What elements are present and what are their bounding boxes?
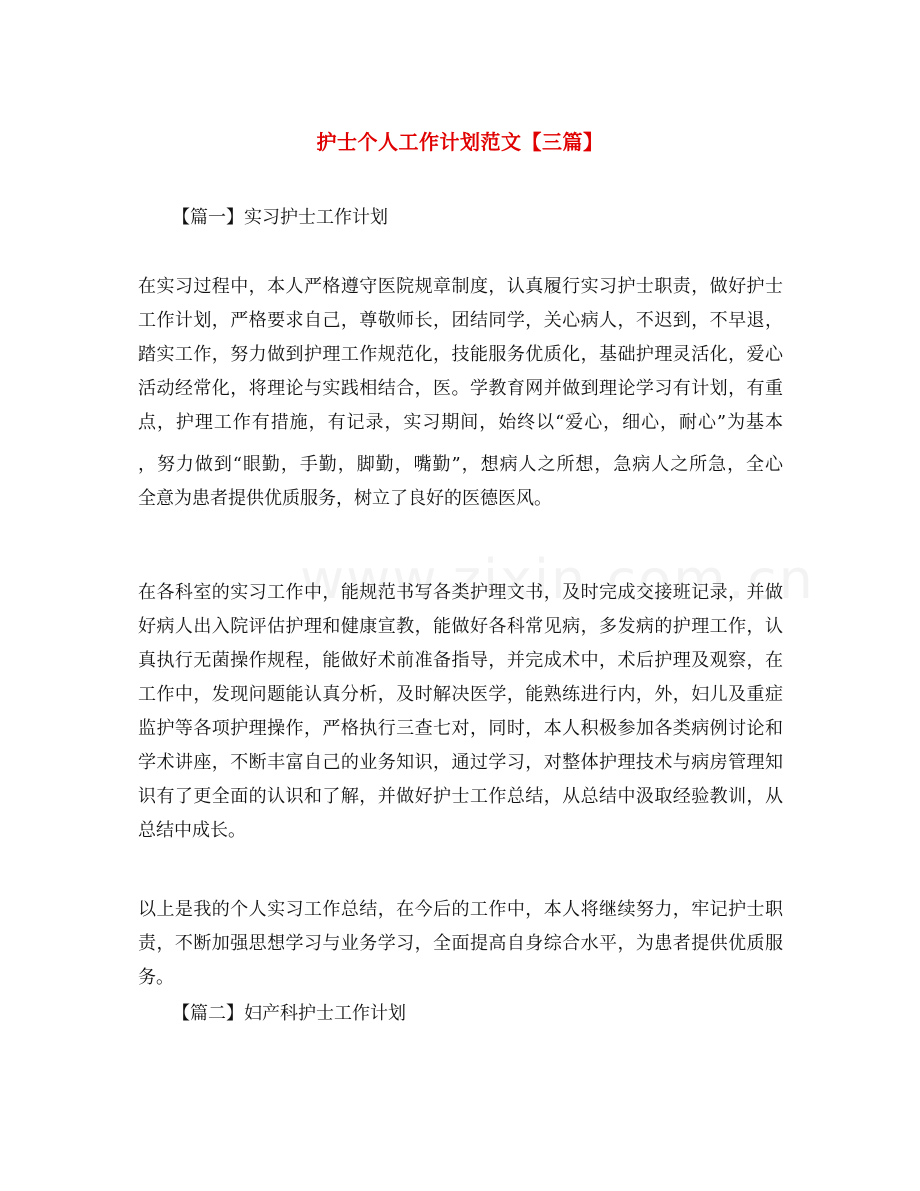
- paragraph-line: 全意为患者提供优质服务，树立了良好的医德医风。: [138, 488, 552, 509]
- section-heading-1: 【篇一】实习护士工作计划: [172, 207, 388, 228]
- paragraph-line: 点，护理工作有措施，有记录，实习期间，始终以“爱心，细心，耐心”为基本: [138, 412, 783, 433]
- paragraph-1: [138, 270, 783, 516]
- section-heading-2: 【篇二】妇产科护士工作计划: [172, 1003, 406, 1024]
- document-title: 护士个人工作计划范文【三篇】: [316, 130, 604, 154]
- paragraph-line: 工作中，发现问题能认真分析，及时解决医学，能熟练进行内，外，妇儿及重症: [138, 684, 783, 705]
- paragraph-line: 好病人出入院评估护理和健康宣教，能做好各科常见病，多发病的护理工作，认: [138, 616, 783, 637]
- paragraph-line: 真执行无菌操作规程，能做好术前准备指导，并完成术中，术后护理及观察，在: [138, 650, 783, 671]
- paragraph-line: 工作计划，严格要求自己，尊敬师长，团结同学，关心病人，不迟到，不早退，: [138, 310, 783, 331]
- paragraph-line: 责，不断加强思想学习与业务学习，全面提高自身综合水平，为患者提供优质服: [138, 933, 783, 954]
- paragraph-line: 在各科室的实习工作中，能规范书写各类护理文书，及时完成交接班记录，并做: [138, 582, 783, 603]
- paragraph-line: 总结中成长。: [138, 820, 246, 841]
- paragraph-line: 踏实工作，努力做到护理工作规范化，技能服务优质化，基础护理灵活化，爱心: [138, 344, 783, 365]
- paragraph-line: 务。: [138, 967, 174, 988]
- paragraph-line: 识有了更全面的认识和了解，并做好护士工作总结，从总结中汲取经验教训，从: [138, 786, 783, 807]
- paragraph-3: [138, 893, 783, 995]
- paragraph-line: ，努力做到“眼勤，手勤，脚勤，嘴勤”，想病人之所想，急病人之所急，全心: [138, 454, 783, 475]
- paragraph-line: 以上是我的个人实习工作总结，在今后的工作中，本人将继续努力，牢记护士职: [138, 899, 783, 920]
- paragraph-line: 监护等各项护理操作，严格执行三查七对，同时，本人积极参加各类病例讨论和: [138, 718, 783, 739]
- paragraph-2: [138, 576, 783, 848]
- paragraph-line: 在实习过程中，本人严格遵守医院规章制度，认真履行实习护士职责，做好护士: [138, 276, 783, 297]
- paragraph-line: 活动经常化，将理论与实践相结合，医。学教育网并做到理论学习有计划，有重: [138, 378, 783, 399]
- paragraph-line: 学术讲座，不断丰富自己的业务知识，通过学习，对整体护理技术与病房管理知: [138, 752, 783, 773]
